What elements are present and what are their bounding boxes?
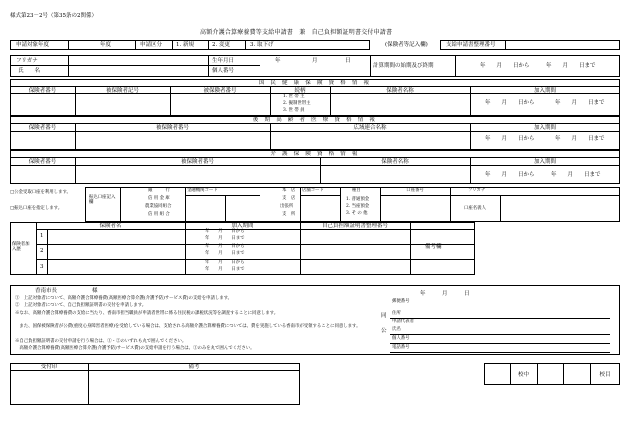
form-number: 様式第23－2号（第35条の2関係）: [10, 13, 97, 19]
kaigo-title: 介 護 保 険 資 格 情 報: [270, 151, 360, 157]
form-title: 高額介護合算療養費等支給申請書 兼 自己負担額証明書交付申請書: [200, 29, 393, 36]
institution-code-label: 金融機関コード: [187, 188, 218, 193]
application-date[interactable]: 年 月 日: [420, 291, 470, 297]
insurer-note: (保険者等記入欄): [385, 42, 428, 48]
target-year-label: 申請対象年度: [16, 42, 50, 48]
insured-row-number: 2: [40, 248, 44, 254]
transfer-account-option[interactable]: □振込口座を指定します。: [10, 206, 63, 211]
insurer-mgmt-label: 支給申請書整理番号: [446, 42, 496, 48]
public-account-option[interactable]: □公金受取口座を利用します。: [10, 190, 71, 195]
name-label: 氏 名: [18, 68, 41, 74]
remarks-label: 備考: [188, 364, 200, 370]
koki-title: 後 期 高 齢 者 医 療 資 格 情 報: [252, 117, 378, 123]
account-type-option[interactable]: 3. そ の 他: [346, 211, 368, 216]
kokuho-title: 国 民 健 康 保 険 資 格 情 報: [258, 80, 372, 86]
category-label: 申請区分: [140, 42, 163, 48]
insured-group-label: 保険者加入歴: [12, 242, 30, 252]
category-change[interactable]: 2. 変更: [212, 42, 230, 48]
mayor-label: 香南市長: [35, 288, 58, 294]
calc-period-field[interactable]: 年 月 日から 年 月 日まで: [480, 63, 596, 69]
insured-row-number: 3: [40, 264, 44, 270]
personal-no-label: 個人番号: [212, 68, 235, 74]
reception-stamp-label: 受付印: [40, 364, 58, 370]
insured-row-number: 1: [40, 233, 44, 239]
relation-option[interactable]: 1. 世 帯 主: [283, 94, 305, 99]
account-holder-label: 口座名義人: [464, 206, 486, 211]
account-type-option[interactable]: 2. 当座預金: [346, 204, 370, 209]
relation-option[interactable]: 2. 擬制世帯主: [283, 101, 311, 106]
account-type-option[interactable]: 1. 普通預金: [346, 197, 370, 202]
branch-code-label: 店舗コード: [302, 188, 324, 193]
dob-label: 生年月日: [212, 58, 235, 64]
relation-option[interactable]: 3. 世 帯 員: [283, 108, 305, 113]
category-new[interactable]: 1. 新規: [176, 42, 194, 48]
remarks-label: 備考欄: [425, 244, 442, 250]
target-year-field[interactable]: 年度: [100, 42, 112, 48]
category-withdraw[interactable]: 3. 取下げ: [250, 42, 274, 48]
furigana-label: フリガナ: [16, 58, 38, 64]
check-end-label: 校目: [599, 372, 611, 378]
transfer-label: 振込口座記入欄: [89, 195, 116, 205]
calc-period-label: 計算期間の始期及び終期: [373, 63, 434, 69]
check-mid-label: 校中: [517, 372, 529, 378]
